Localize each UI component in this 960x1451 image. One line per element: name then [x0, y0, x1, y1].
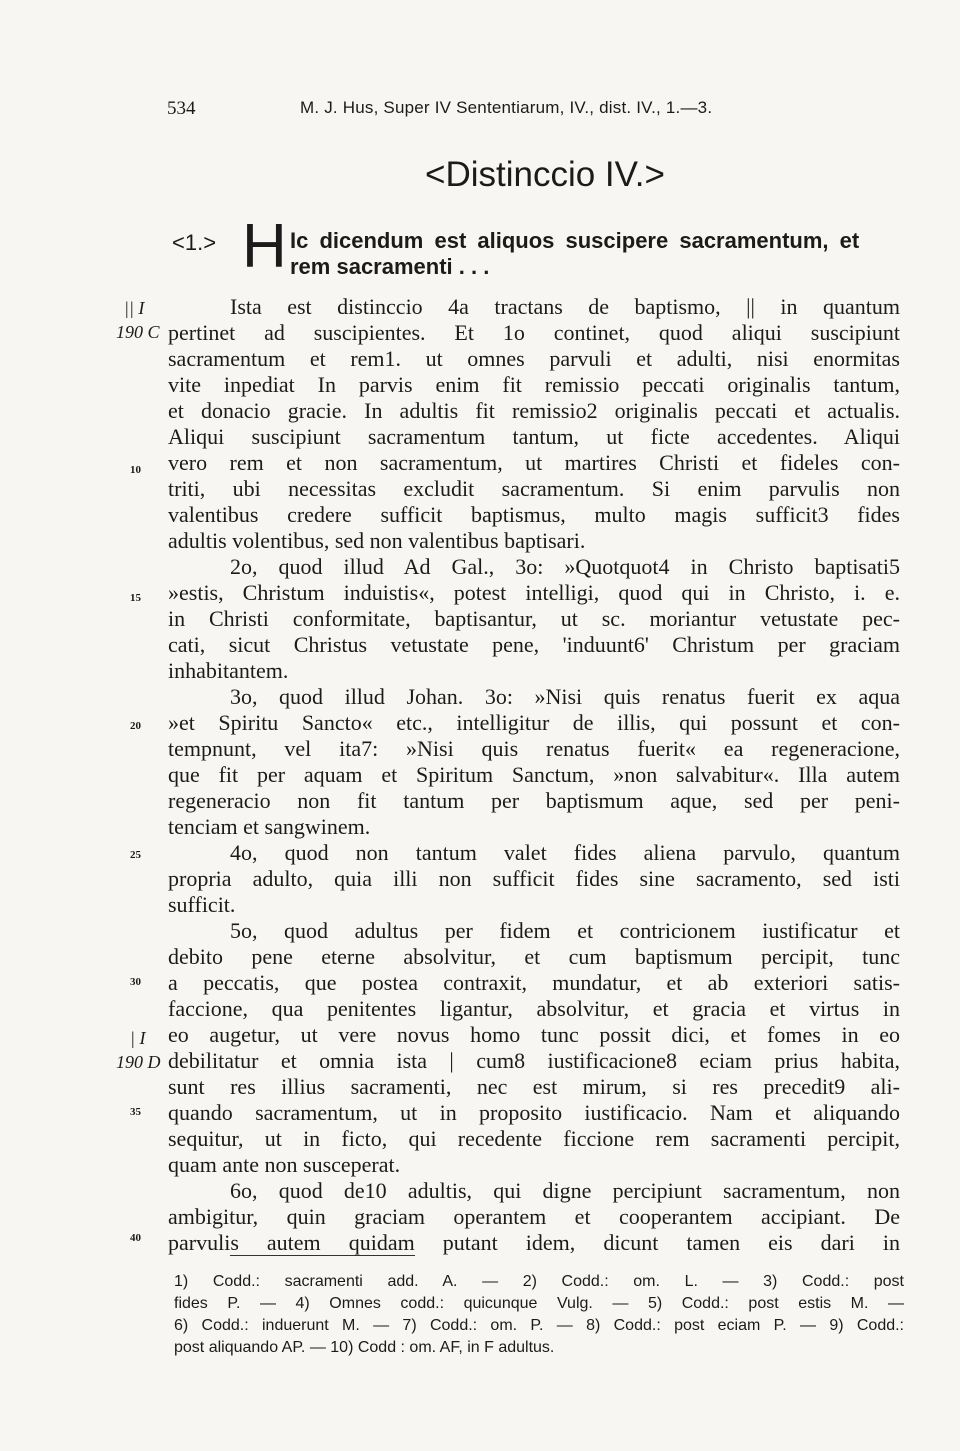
text-line: debito pene eterne absolvitur, et cum baptismum percipit, tunc [168, 944, 900, 969]
text-line: sacramentum et rem1. ut omnes parvuli et adulti, nisi enormitas [168, 346, 900, 371]
margin-note: 190 D [116, 1052, 161, 1072]
intro-line-2: rem sacramenti . . . [290, 254, 490, 279]
text-line: Aliqui suscipiunt sacramentum tantum, ut ficte accedentes. Aliqui [168, 424, 900, 449]
intro-heading [172, 212, 902, 282]
line-number: 40 [130, 1232, 141, 1244]
text-line: ambigitur, quin graciam operantem et cooperantem accipiant. De [168, 1204, 900, 1229]
text-line: faccione, qua penitentes ligantur, absolvitur, et gracia et virtus in [168, 996, 900, 1021]
text-line: debilitatur et omnia ista | cum8 iustificacione8 eciam prius habita, [168, 1048, 900, 1073]
text-line: sufficit. [168, 892, 236, 917]
running-title: M. J. Hus, Super IV Sententiarum, IV., dist. IV., 1.—3. [300, 98, 713, 117]
line-number: 35 [130, 1106, 141, 1118]
footnote-rule [230, 1255, 415, 1256]
line-number: 10 [130, 464, 141, 476]
text-line: 4o, quod non tantum valet fides aliena parvulo, quantum [230, 840, 900, 865]
text-line: valentibus credere sufficit baptismus, multo magis sufficit3 fides [168, 502, 900, 527]
line-number: 30 [130, 976, 141, 988]
text-line: Ista est distinccio 4a tractans de baptismo, || in quantum [230, 294, 900, 319]
text-line: 3o, quod illud Johan. 3o: »Nisi quis renatus fuerit ex aqua [230, 684, 900, 709]
section-title: <Distinccio IV.> [425, 155, 665, 194]
drop-capital: H [242, 212, 287, 281]
text-line: tenciam et sangwinem. [168, 814, 371, 839]
margin-note: 190 C [116, 322, 160, 342]
text-line: propria adulto, quia illi non sufficit fides sine sacramento, sed isti [168, 866, 900, 891]
text-line: »et Spiritu Sancto« etc., intelligitur de illis, qui possunt et con- [168, 710, 900, 735]
page-number: 534 [167, 98, 196, 119]
text-line: 6o, quod de10 adultis, qui digne percipiunt sacramentum, non [230, 1178, 900, 1203]
text-line: sunt res illius sacramenti, nec est mirum, si res precedit9 ali- [168, 1074, 900, 1099]
line-number: 15 [130, 592, 141, 604]
text-line: tempnunt, vel ita7: »Nisi quis renatus fuerit« ea regeneracione, [168, 736, 900, 761]
text-line: inhabitantem. [168, 658, 289, 683]
text-line: 2o, quod illud Ad Gal., 3o: »Quotquot4 in Christo baptisati5 [230, 554, 900, 579]
text-line: cati, sicut Christus vetustate pene, 'induunt6' Christum per graciam [168, 632, 900, 657]
text-line: vero rem et non sacramentum, ut martires Christi et fideles con- [168, 450, 900, 475]
text-line: in Christi conformitate, baptisantur, ut sc. moriantur vetustate pec- [168, 606, 900, 631]
footnote-line: 6) Codd.: induerunt M. — 7) Codd.: om. P. — 8) Codd.: post eciam P. — 9) Codd.: [174, 1317, 904, 1334]
text-line: quam ante non susceperat. [168, 1152, 401, 1177]
footnote-line: 1) Codd.: sacramenti add. A. — 2) Codd.: om. L. — 3) Codd.: post [174, 1273, 904, 1290]
text-line: quando sacramentum, ut in proposito iustificacio. Nam et aliquando [168, 1100, 900, 1125]
text-line: »estis, Christum induistis«, potest intelligi, quod qui in Christo, i. e. [168, 580, 900, 605]
text-line: 5o, quod adultus per fidem et contricionem iustificatur et [230, 918, 900, 943]
text-line: eo augetur, ut vere novus homo tunc possit dici, et fomes in eo [168, 1022, 900, 1047]
text-line: sequitur, ut in ficto, qui recedente ficcione rem sacramenti percipit, [168, 1126, 900, 1151]
footnote-line: fides P. — 4) Omnes codd.: quicunque Vulg. — 5) Codd.: post estis M. — [174, 1295, 904, 1312]
text-line: et donacio gracie. In adultis fit remissio2 originalis peccati et actualis. [168, 398, 900, 423]
text-line: pertinet ad suscipientes. Et 1o continet, quod aliqui suscipiunt [168, 320, 900, 345]
margin-note: | I [130, 1028, 146, 1048]
text-line: triti, ubi necessitas excludit sacramentum. Si enim parvulis non [168, 476, 900, 501]
margin-note: || I [124, 298, 145, 318]
footnote-line: post aliquando AP. — 10) Codd : om. AF, in F adultus. [174, 1339, 555, 1356]
text-line: vite inpediat In parvis enim fit remissio peccati originalis tantum, [168, 372, 900, 397]
intro-number: <1.> [172, 230, 217, 255]
text-line: regeneracio non fit tantum per baptismum aque, sed per peni- [168, 788, 900, 813]
text-line: a peccatis, que postea contraxit, mundatur, et ab exteriori satis- [168, 970, 900, 995]
line-number: 25 [130, 849, 141, 861]
line-number: 20 [130, 720, 141, 732]
intro-line-1: Ic dicendum est aliquos suscipere sacramentum, et [290, 228, 860, 253]
text-line: adultis volentibus, sed non valentibus baptisari. [168, 528, 586, 553]
text-line: parvulis autem quidam putant idem, dicunt tamen eis dari in [168, 1230, 900, 1255]
text-line: que fit per aquam et Spiritum Sanctum, »non salvabitur«. Illa autem [168, 762, 900, 787]
